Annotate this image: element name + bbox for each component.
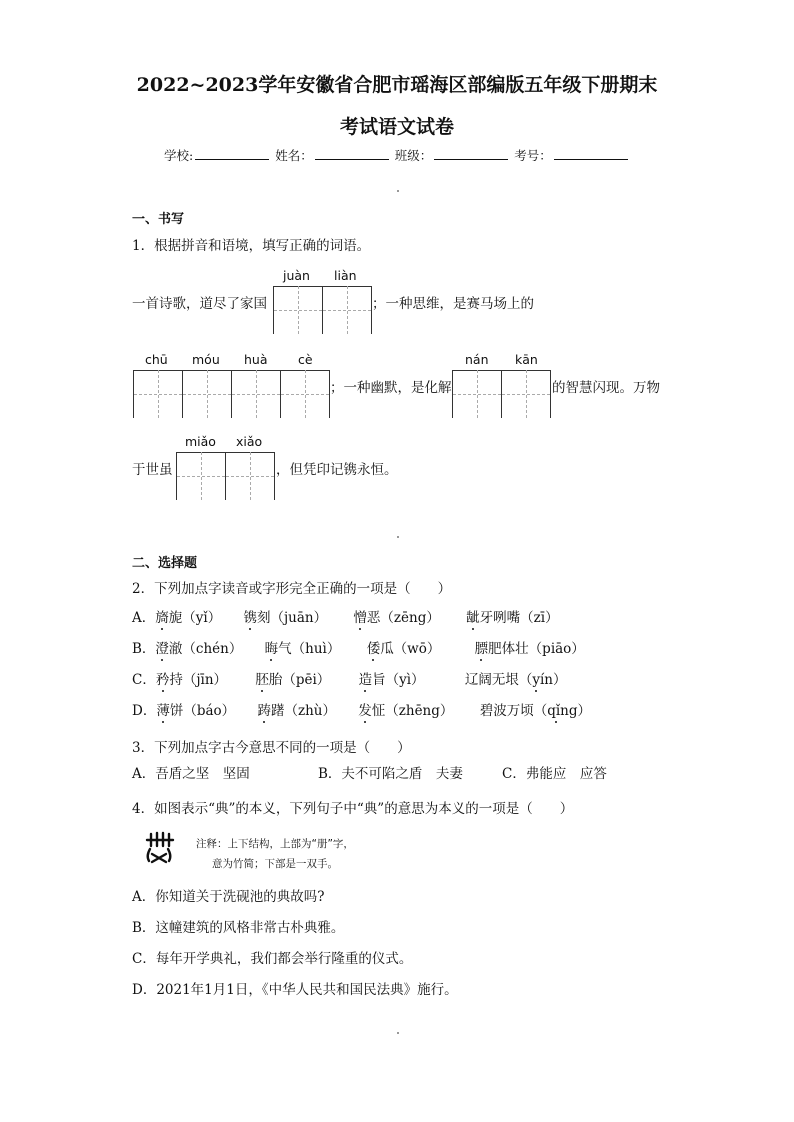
page-dot <box>397 536 399 538</box>
q1-stem: 1．根据拼音和语境，填写正确的词语。 <box>132 238 371 254</box>
number-label: 考号： <box>514 148 552 163</box>
number-blank[interactable] <box>554 147 628 160</box>
class-label: 班级： <box>394 148 433 163</box>
pinyin-hua: huà <box>244 352 268 367</box>
name-blank[interactable] <box>315 147 389 160</box>
q1-line3-text-a: 于世虽 <box>132 462 173 478</box>
pinyin-chu: chū <box>145 352 168 367</box>
pinyin-xiao: xiǎo <box>236 434 263 449</box>
name-label: 姓名： <box>275 148 313 163</box>
pinyin-lian: liàn <box>334 268 357 283</box>
student-info-line <box>164 146 630 164</box>
q3-stem: 3．下列加点字古今意思不同的一项是（ ） <box>132 740 411 756</box>
class-blank[interactable] <box>434 147 508 160</box>
q3-option-c[interactable]: C．弗能应 应答 <box>502 766 607 782</box>
exam-title-line2: 考试语文试卷 <box>339 116 454 138</box>
pinyin-ce: cè <box>298 352 313 367</box>
q2-stem: 2．下列加点字读音或字形完全正确的一项是（ ） <box>132 581 452 597</box>
q1-line2-text-b: 的智慧闪现。万物 <box>552 380 660 396</box>
q1-line1-text-b: ；一种思维，是赛马场上的 <box>372 296 534 312</box>
q4-note-line2: 意为竹简；下部是一双手。 <box>212 858 338 870</box>
answer-grid-juanlian[interactable] <box>273 286 372 334</box>
q4-option-a[interactable]: A．你知道关于洗砚池的典故吗? <box>132 889 325 905</box>
pinyin-nan: nán <box>465 352 489 367</box>
q1-line3-text-b: ，但凭印记镌永恒。 <box>276 462 398 478</box>
answer-grid-nankan[interactable] <box>452 370 551 418</box>
dian-glyph-icon <box>142 830 176 864</box>
q2-option-d[interactable]: D．薄饼（báo） 踌躇（zhù） 发怔（zhēng） 碧波万顷（qǐng） <box>132 703 591 719</box>
q3-option-b[interactable]: B．夫不可陷之盾 夫妻 <box>318 766 463 782</box>
page-dot <box>397 190 399 192</box>
section-heading-writing: 一、书写 <box>132 212 185 227</box>
pinyin-mou: móu <box>192 352 220 367</box>
q4-stem: 4．如图表示“典”的本义，下列句子中“典”的意思为本义的一项是（ ） <box>132 801 574 817</box>
school-blank[interactable] <box>195 147 269 160</box>
answer-grid-miaoxiao[interactable] <box>176 452 275 500</box>
q2-option-a[interactable]: A．旖旎（yǐ） 镌刻（juān） 憎恶（zēng） 龇牙咧嘴（zī） <box>132 610 559 626</box>
q1-line1-text-a: 一首诗歌，道尽了家国 <box>132 296 267 312</box>
answer-grid-choumouhuace[interactable] <box>133 370 330 418</box>
q3-option-a[interactable]: A．吾盾之坚 坚固 <box>132 766 250 782</box>
exam-title-line1: 2022~2023学年安徽省合肥市瑶海区部编版五年级下册期末 <box>136 74 658 96</box>
section-heading-choice: 二、选择题 <box>132 556 198 571</box>
q4-option-d[interactable]: D．2021年1月1日，《中华人民共和国民法典》施行。 <box>132 982 458 998</box>
page-dot <box>397 1032 399 1034</box>
q2-option-c[interactable]: C．矜持（jīn） 胚胎（pēi） 造旨（yì） 辽阔无垠（yín） <box>132 672 567 688</box>
q1-line2-text-a: ；一种幽默，是化解 <box>330 380 452 396</box>
q2-option-b[interactable]: B．澄澈（chén） 晦气（huì） 倭瓜（wō） 膘肥体壮（piāo） <box>132 641 585 657</box>
q4-option-c[interactable]: C．每年开学典礼，我们都会举行隆重的仪式。 <box>132 951 413 967</box>
pinyin-miao: miǎo <box>185 434 216 449</box>
pinyin-kan: kān <box>515 352 538 367</box>
pinyin-juan: juàn <box>283 268 310 283</box>
q4-note-line1: 注释：上下结构，上部为“册”字， <box>196 838 354 850</box>
q4-option-b[interactable]: B．这幢建筑的风格非常古朴典雅。 <box>132 920 345 936</box>
school-label: 学校: <box>164 148 194 163</box>
